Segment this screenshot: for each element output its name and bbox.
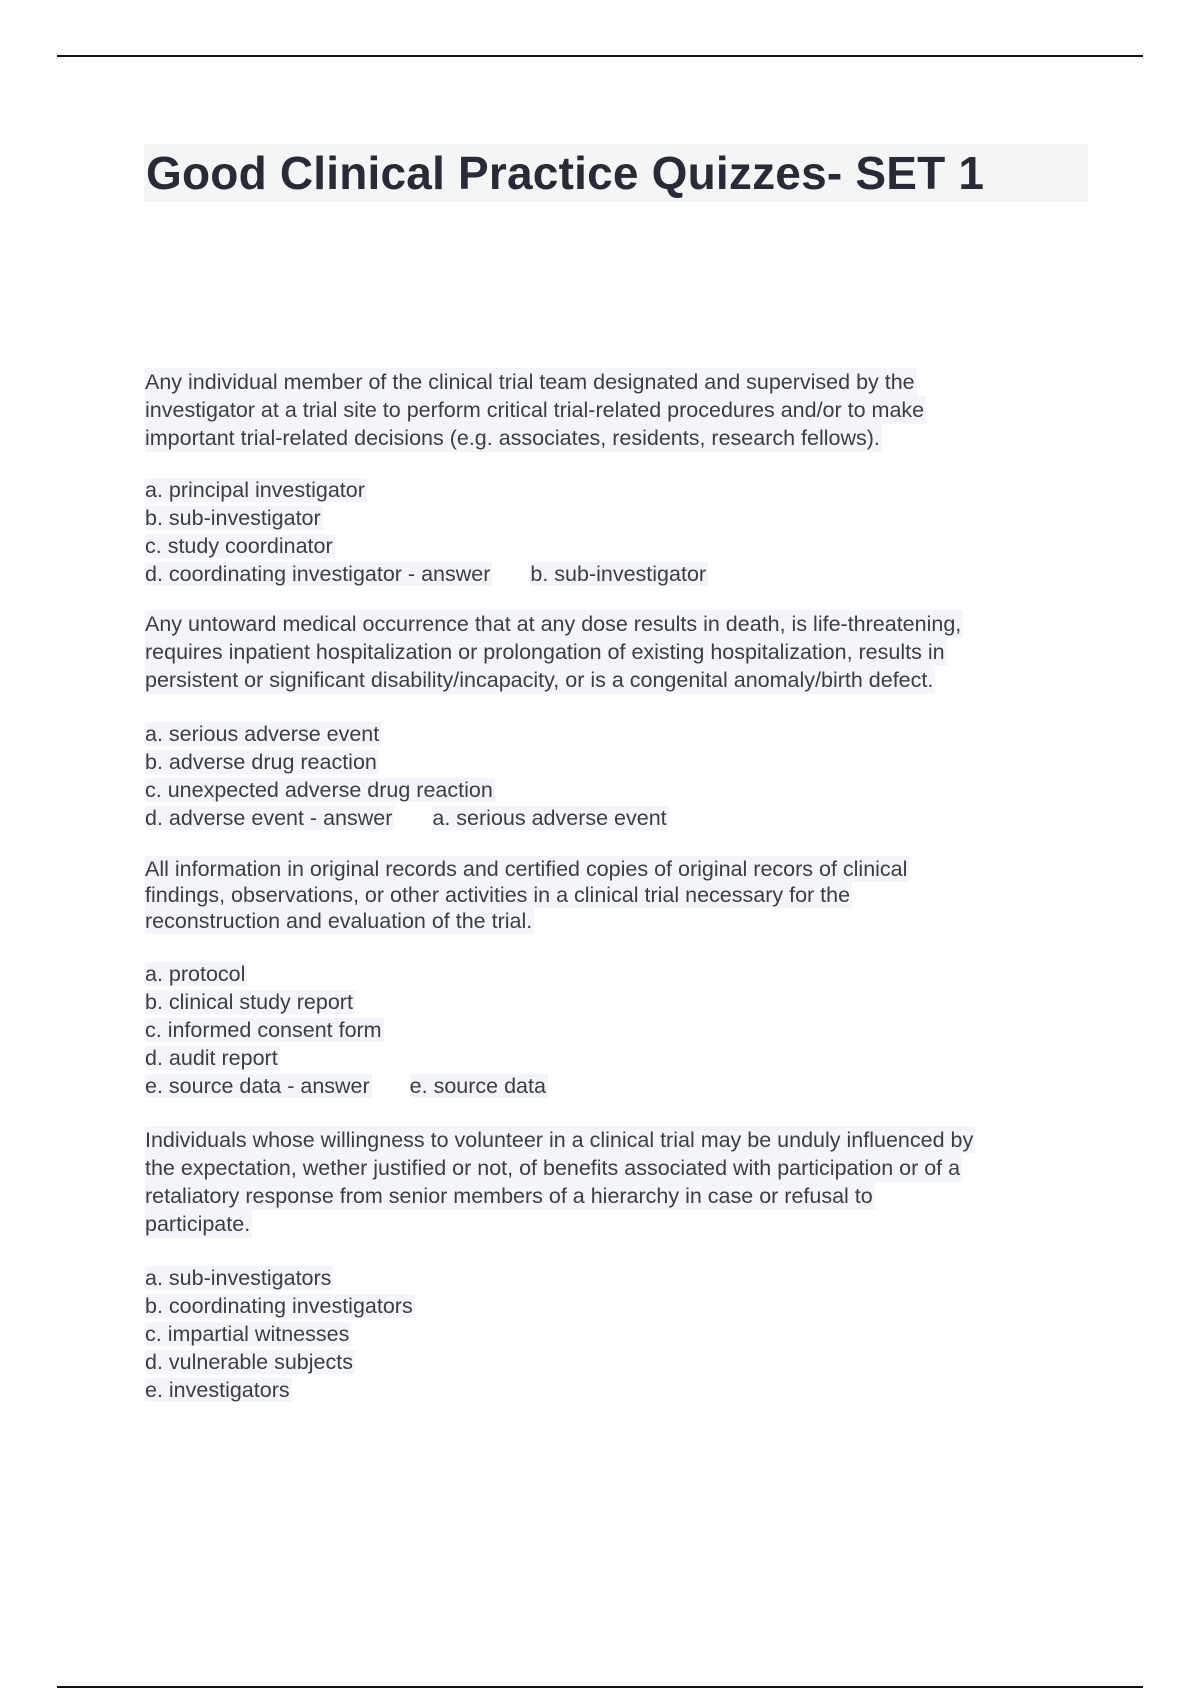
question-line: reconstruction and evaluation of the trial. bbox=[145, 909, 533, 933]
question-text bbox=[145, 368, 1085, 452]
option-item: b. clinical study report bbox=[145, 990, 353, 1014]
page-title: Good Clinical Practice Quizzes- SET 1 bbox=[146, 147, 985, 199]
option-item: d. audit report bbox=[145, 1046, 278, 1070]
option-item: d. vulnerable subjects bbox=[145, 1350, 353, 1374]
option-item: d. coordinating investigator - answer b. sub-investigator bbox=[145, 562, 707, 586]
option-item: c. unexpected adverse drug reaction bbox=[145, 778, 493, 802]
options-list bbox=[145, 1264, 1085, 1404]
options-list bbox=[145, 960, 1085, 1100]
option-item: a. serious adverse event bbox=[145, 722, 380, 746]
option-item: b. coordinating investigators bbox=[145, 1294, 413, 1318]
question-line: Any untoward medical occurrence that at any dose results in death, is life-threatening, bbox=[145, 612, 962, 636]
question-line: Individuals whose willingness to volunteer in a clinical trial may be unduly influenced by bbox=[145, 1128, 974, 1152]
option-item: b. sub-investigator bbox=[145, 506, 321, 530]
answer-text: a. serious adverse event bbox=[432, 806, 667, 830]
options-list bbox=[145, 476, 1085, 588]
question-text bbox=[145, 856, 1085, 934]
question-line: investigator at a trial site to perform critical trial-related procedures and/or to make bbox=[145, 398, 925, 422]
question-text bbox=[145, 1126, 1085, 1238]
question-line: findings, observations, or other activities in a clinical trial necessary for the bbox=[145, 883, 851, 907]
answer-text: e. source data bbox=[409, 1074, 546, 1098]
question-line: retaliatory response from senior members of a hierarchy in case or refusal to bbox=[145, 1184, 873, 1208]
question-block bbox=[145, 610, 1085, 832]
option-item: a. principal investigator bbox=[145, 478, 365, 502]
option-item: c. impartial witnesses bbox=[145, 1322, 350, 1346]
options-list bbox=[145, 720, 1085, 832]
question-text bbox=[145, 610, 1085, 694]
question-line: important trial-related decisions (e.g. associates, residents, research fellows). bbox=[145, 426, 880, 450]
option-item: c. informed consent form bbox=[145, 1018, 382, 1042]
question-block bbox=[145, 368, 1085, 588]
option-item: a. sub-investigators bbox=[145, 1266, 332, 1290]
question-line: the expectation, wether justified or not, of benefits associated with participation or of a bbox=[145, 1156, 961, 1180]
bottom-rule bbox=[57, 1686, 1143, 1688]
option-item: e. source data - answer e. source data bbox=[145, 1074, 546, 1098]
quiz-content bbox=[145, 368, 1085, 1404]
question-block bbox=[145, 1126, 1085, 1404]
question-line: All information in original records and certified copies of original recors of clinical bbox=[145, 857, 908, 881]
option-item: b. adverse drug reaction bbox=[145, 750, 377, 774]
question-line: persistent or significant disability/incapacity, or is a congenital anomaly/birth defect. bbox=[145, 668, 934, 692]
option-item: d. adverse event - answer a. serious adverse event bbox=[145, 806, 667, 830]
answer-text: b. sub-investigator bbox=[530, 562, 707, 586]
option-item: a. protocol bbox=[145, 962, 246, 986]
question-block bbox=[145, 856, 1085, 1100]
option-item: e. investigators bbox=[145, 1378, 290, 1402]
question-line: requires inpatient hospitalization or prolongation of existing hospitalization, results in bbox=[145, 640, 945, 664]
question-line: Any individual member of the clinical trial team designated and supervised by the bbox=[145, 370, 915, 394]
option-item: c. study coordinator bbox=[145, 534, 333, 558]
top-rule bbox=[57, 55, 1143, 57]
question-line: participate. bbox=[145, 1212, 251, 1236]
